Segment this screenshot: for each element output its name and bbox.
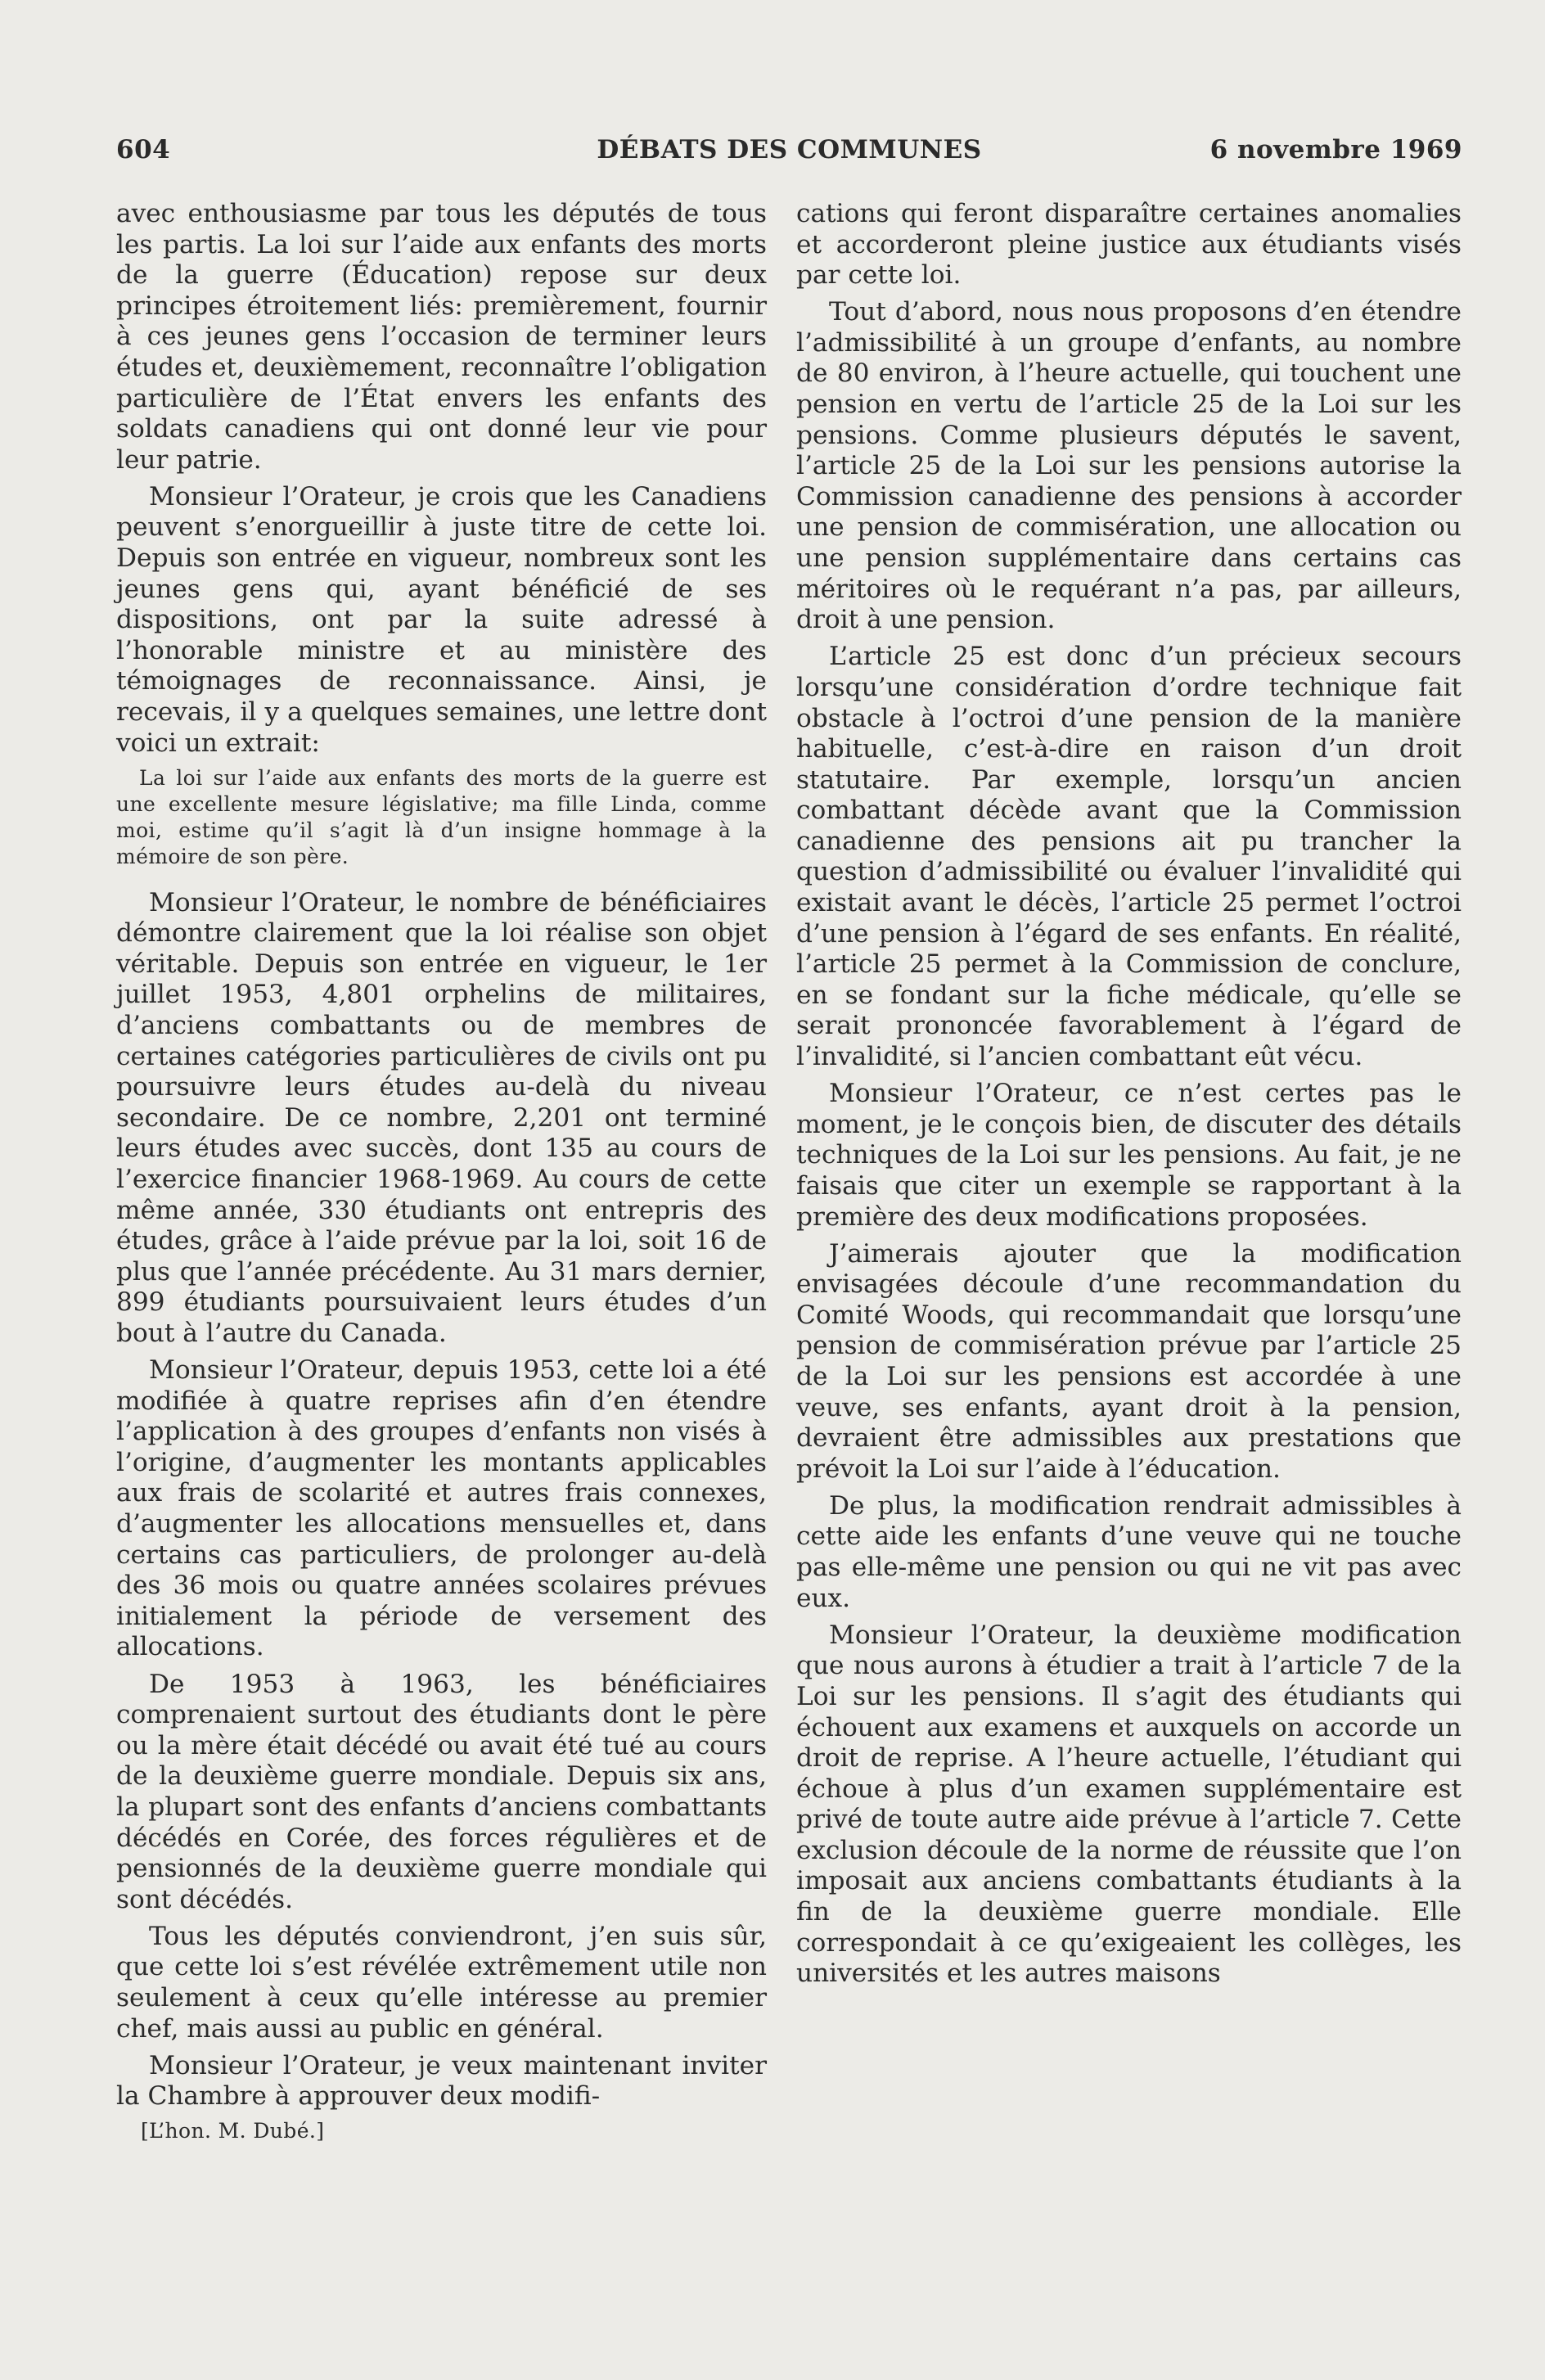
paragraph: cations qui feront disparaître certaines anomalies et accorderont pleine justice aux étudiants visés par cette loi. <box>796 199 1462 291</box>
paragraph: De 1953 à 1963, les bénéficiaires comprenaient surtout des étudiants dont le père ou la mère était décédé ou avait été tué au cours de la deuxième guerre mondiale. Depuis six ans, la plupart sont des enfants d’anciens combattants décédés en Corée, des forces régulières et de pensionnés de la deuxième guerre mondiale qui sont décédés. <box>116 1669 767 1914</box>
paragraph: L’article 25 est donc d’un précieux secours lorsqu’une considération d’ordre technique fait obstacle à l’octroi d’une pension de la manière habituelle, c’est-à-dire en raison d’un droit statutaire. Par exemple, lorsqu’un ancien combattant décède avant que la Commission canadienne des pensions ait pu trancher la question d’admissibilité ou évaluer l’invalidité qui existait avant le décès, l’article 25 permet l’octroi d’une pension à l’égard de ses enfants. En réalité, l’article 25 permet à la Commission de conclure, en se fondant sur la fiche médicale, qu’elle se serait prononcée favorablement à l’égard de l’invalidité, si l’ancien combattant eût vécu. <box>796 642 1462 1072</box>
page-number: 604 <box>116 135 171 165</box>
paragraph: Monsieur l’Orateur, depuis 1953, cette loi a été modifiée à quatre reprises afin d’en étendre l’application à des groupes d’enfants non visés à l’origine, d’augmenter les montants applicables aux frais de scolarité et autres frais connexes, d’augmenter les allocations mensuelles et, dans certains cas particuliers, de prolonger au-delà des 36 mois ou quatre années scolaires prévues initialement la période de versement des allocations. <box>116 1355 767 1662</box>
page-date: 6 novembre 1969 <box>1209 135 1462 165</box>
paragraph: avec enthousiasme par tous les députés de tous les partis. La loi sur l’aide aux enfants des morts de la guerre (Éducation) repose sur deux principes étroitement liés: premièrement, fournir à ces jeunes gens l’occasion de terminer leurs études et, deuxièmement, reconnaître l’obligation particulière de l’État envers les enfants des soldats canadiens qui ont donné leur vie pour leur patrie. <box>116 199 767 475</box>
paragraph: Monsieur l’Orateur, je veux maintenant inviter la Chambre à approuver deux modifi- <box>116 2050 767 2112</box>
paragraph: J’aimerais ajouter que la modification envisagées découle d’une recommandation du Comité Woods, qui recommandait que lorsqu’une pension de commisération prévue par l’article 25 de la Loi sur les pensions est accordée à une veuve, ses enfants, ayant droit à la pension, devraient être admissibles aux prestations que prévoit la Loi sur l’aide à l’éducation. <box>796 1238 1462 1484</box>
page-header <box>116 135 1462 171</box>
paragraph: Tous les députés conviendront, j’en suis sûr, que cette loi s’est révélée extrêmement utile non seulement à ceux qu’elle intéresse au premier chef, mais aussi au public en général. <box>116 1921 767 2044</box>
letter-quote: La loi sur l’aide aux enfants des morts de la guerre est une excellente mesure législative; ma fille Linda, comme moi, estime qu’il s’agit là d’un insigne hommage à la mémoire de son père. <box>116 765 767 868</box>
paragraph: Monsieur l’Orateur, le nombre de bénéficiaires démontre clairement que la loi réalise son objet véritable. Depuis son entrée en vigueur, le 1er juillet 1953, 4,801 orphelins de militaires, d’anciens combattants ou de membres de certaines catégories particulières de civils ont pu poursuivre leurs études au-delà du niveau secondaire. De ce nombre, 2,201 ont terminé leurs études avec succès, dont 135 au cours de l’exercice financier 1968-1969. Au cours de cette même année, 330 étudiants ont entrepris des études, grâce à l’aide prévue par la loi, soit 16 de plus que l’année précédente. Au 31 mars dernier, 899 étudiants poursuivaient leurs études d’un bout à l’autre du Canada. <box>116 887 767 1348</box>
left-column <box>116 199 767 2144</box>
running-title: DÉBATS DES COMMUNES <box>597 135 982 165</box>
right-column <box>796 199 1462 1995</box>
paragraph: Monsieur l’Orateur, ce n’est certes pas le moment, je le conçois bien, de discuter des détails techniques de la Loi sur les pensions. Au fait, je ne faisais que citer un exemple se rapportant à la première des deux modifications proposées. <box>796 1079 1462 1232</box>
paragraph: Monsieur l’Orateur, la deuxième modification que nous aurons à étudier a trait à l’article 7 de la Loi sur les pensions. Il s’agit des étudiants qui échouent aux examens et auxquels on accorde un droit de reprise. A l’heure actuelle, l’étudiant qui échoue à plus d’un examen supplémentaire est privé de toute autre aide prévue à l’article 7. Cette exclusion découle de la norme de réussite que l’on imposait aux anciens combattants étudiants à la fin de la deuxième guerre mondiale. Elle correspondait à ce qu’exigeaient les collèges, les universités et les autres maisons <box>796 1620 1462 1989</box>
paragraph: Monsieur l’Orateur, je crois que les Canadiens peuvent s’enorgueillir à juste titre de cette loi. Depuis son entrée en vigueur, nombreux sont les jeunes gens qui, ayant bénéficié de ses dispositions, ont par la suite adressé à l’honorable ministre et au ministère des témoignages de reconnaissance. Ainsi, je recevais, il y a quelques semaines, une lettre dont voici un extrait: <box>116 481 767 758</box>
paragraph: De plus, la modification rendrait admissibles à cette aide les enfants d’une veuve qui ne touche pas elle-même une pension ou qui ne vit pas avec eux. <box>796 1490 1462 1613</box>
paragraph: Tout d’abord, nous nous proposons d’en étendre l’admissibilité à un groupe d’enfants, au nombre de 80 environ, à l’heure actuelle, qui touchent une pension en vertu de l’article 25 de la Loi sur les pensions. Comme plusieurs députés le savent, l’article 25 de la Loi sur les pensions autorise la Commission canadienne des pensions à accorder une pension de commisération, une allocation ou une pension supplémentaire dans certains cas méritoires où le requérant n’a pas, par ailleurs, droit à une pension. <box>796 297 1462 635</box>
speaker-attribution: [L’hon. M. Dubé.] <box>141 2119 325 2143</box>
